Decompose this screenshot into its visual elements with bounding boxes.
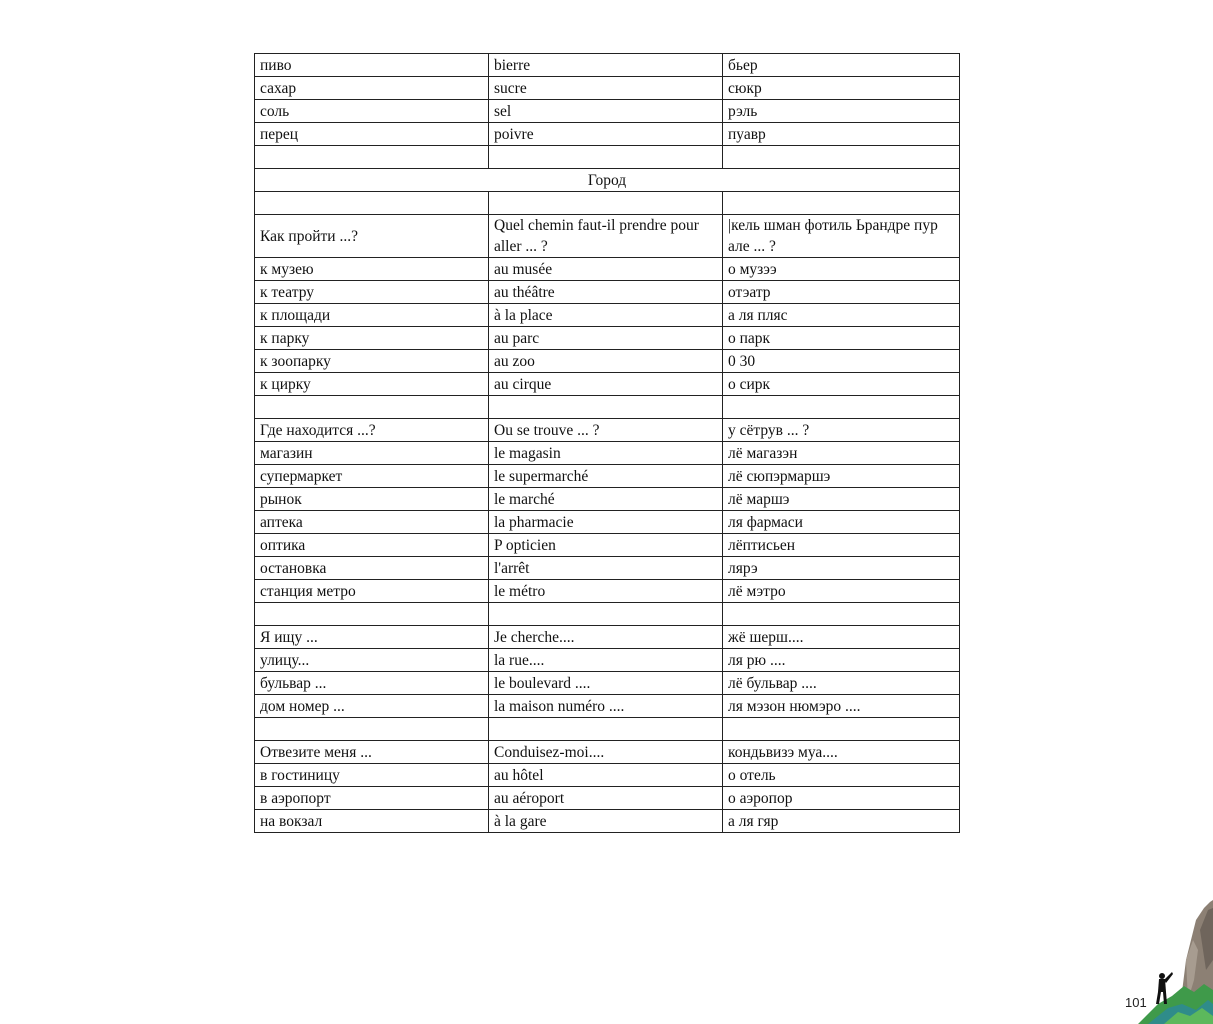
french-cell: au aéroport [489,787,723,810]
table-row [255,54,960,77]
transcription-cell: ля фармаси [723,511,960,534]
russian-cell: в гостиницу [255,764,489,787]
russian-cell [255,192,489,215]
table-row [255,810,960,833]
transcription-cell: о музээ [723,258,960,281]
french-cell [489,146,723,169]
french-cell: Conduisez-moi.... [489,741,723,764]
table-row [255,419,960,442]
russian-cell: к театру [255,281,489,304]
transcription-cell: жё шерш.... [723,626,960,649]
table-row [255,557,960,580]
table-row [255,787,960,810]
phrasebook-table [254,53,960,833]
table-row [255,672,960,695]
table-row [255,100,960,123]
russian-cell: к зоопарку [255,350,489,373]
transcription-cell [723,718,960,741]
transcription-cell: кондьвизэ муа.... [723,741,960,764]
table-row [255,123,960,146]
transcription-cell: а ля гяр [723,810,960,833]
section-title: Город [255,169,960,192]
transcription-cell: ля рю .... [723,649,960,672]
french-cell: au musée [489,258,723,281]
french-cell: sucre [489,77,723,100]
french-cell: au cirque [489,373,723,396]
russian-cell: к площади [255,304,489,327]
transcription-cell [723,396,960,419]
table-row [255,77,960,100]
russian-cell: Отвезите меня ... [255,741,489,764]
russian-cell: сахар [255,77,489,100]
french-cell: le métro [489,580,723,603]
mountain-climber-illustration [1138,900,1213,1024]
russian-cell [255,146,489,169]
russian-cell: Как пройти ...? [255,215,489,258]
russian-cell: улицу... [255,649,489,672]
russian-cell: к музею [255,258,489,281]
table-row [255,649,960,672]
french-cell: P opticien [489,534,723,557]
empty-row [255,603,960,626]
empty-row [255,192,960,215]
french-cell: à la place [489,304,723,327]
transcription-cell [723,603,960,626]
empty-row [255,718,960,741]
transcription-cell: пуавр [723,123,960,146]
table-row [255,258,960,281]
table-row [255,304,960,327]
french-cell: bierre [489,54,723,77]
french-cell [489,396,723,419]
transcription-cell: у сётрув ... ? [723,419,960,442]
russian-cell: Я ищу ... [255,626,489,649]
section-header-row [255,169,960,192]
russian-cell: бульвар ... [255,672,489,695]
transcription-cell [723,146,960,169]
table-row [255,534,960,557]
russian-cell: аптека [255,511,489,534]
russian-cell: магазин [255,442,489,465]
transcription-cell [723,192,960,215]
french-cell: le supermarché [489,465,723,488]
french-cell [489,603,723,626]
table-row [255,442,960,465]
transcription-cell: лё бульвар .... [723,672,960,695]
transcription-cell: лярэ [723,557,960,580]
russian-cell: супермаркет [255,465,489,488]
russian-cell: к парку [255,327,489,350]
phrasebook-body [255,54,960,833]
russian-cell: остановка [255,557,489,580]
transcription-cell: лё маршэ [723,488,960,511]
transcription-cell: ля мэзон нюмэро .... [723,695,960,718]
french-cell: au zoo [489,350,723,373]
russian-cell: дом номер ... [255,695,489,718]
french-cell: Ou se trouve ... ? [489,419,723,442]
table-row [255,465,960,488]
table-row [255,281,960,304]
french-cell [489,718,723,741]
table-row [255,626,960,649]
table-row [255,215,960,258]
transcription-cell: рэль [723,100,960,123]
transcription-cell: сюкр [723,77,960,100]
transcription-cell: о парк [723,327,960,350]
french-cell [489,192,723,215]
french-cell: au parc [489,327,723,350]
russian-cell: пиво [255,54,489,77]
table-row [255,741,960,764]
french-cell: au hôtel [489,764,723,787]
transcription-cell: лёптисьен [723,534,960,557]
french-cell: le marché [489,488,723,511]
french-cell: l'arrêt [489,557,723,580]
russian-cell: оптика [255,534,489,557]
table-row [255,327,960,350]
russian-cell: к цирку [255,373,489,396]
russian-cell: перец [255,123,489,146]
transcription-cell: лё магазэн [723,442,960,465]
french-cell: Quel chemin faut-il prendre pour aller ... ? [489,215,723,258]
transcription-cell: о отель [723,764,960,787]
transcription-cell: о сирк [723,373,960,396]
transcription-cell: лё мэтро [723,580,960,603]
french-cell: la pharmacie [489,511,723,534]
table-row [255,580,960,603]
russian-cell [255,718,489,741]
french-cell: Je cherche.... [489,626,723,649]
table-row [255,764,960,787]
table-row [255,373,960,396]
table-row [255,695,960,718]
transcription-cell: отэатр [723,281,960,304]
page-number: 101 [1125,995,1147,1010]
russian-cell: Где находится ...? [255,419,489,442]
russian-cell: на вокзал [255,810,489,833]
french-cell: le magasin [489,442,723,465]
french-cell: sel [489,100,723,123]
transcription-cell: а ля пляс [723,304,960,327]
french-cell: la rue.... [489,649,723,672]
transcription-cell: о аэропор [723,787,960,810]
russian-cell: станция метро [255,580,489,603]
russian-cell [255,603,489,626]
transcription-cell: 0 30 [723,350,960,373]
transcription-cell: бьер [723,54,960,77]
french-cell: la maison numéro .... [489,695,723,718]
empty-row [255,146,960,169]
french-cell: le boulevard .... [489,672,723,695]
transcription-cell: |кель шман фотиль Ьрандре пур але ... ? [723,215,960,258]
russian-cell: соль [255,100,489,123]
table-row [255,350,960,373]
french-cell: poivre [489,123,723,146]
transcription-cell: лё сюпэрмаршэ [723,465,960,488]
empty-row [255,396,960,419]
table-row [255,488,960,511]
french-cell: au théâtre [489,281,723,304]
table-row [255,511,960,534]
french-cell: à la gare [489,810,723,833]
russian-cell: в аэропорт [255,787,489,810]
russian-cell [255,396,489,419]
russian-cell: рынок [255,488,489,511]
